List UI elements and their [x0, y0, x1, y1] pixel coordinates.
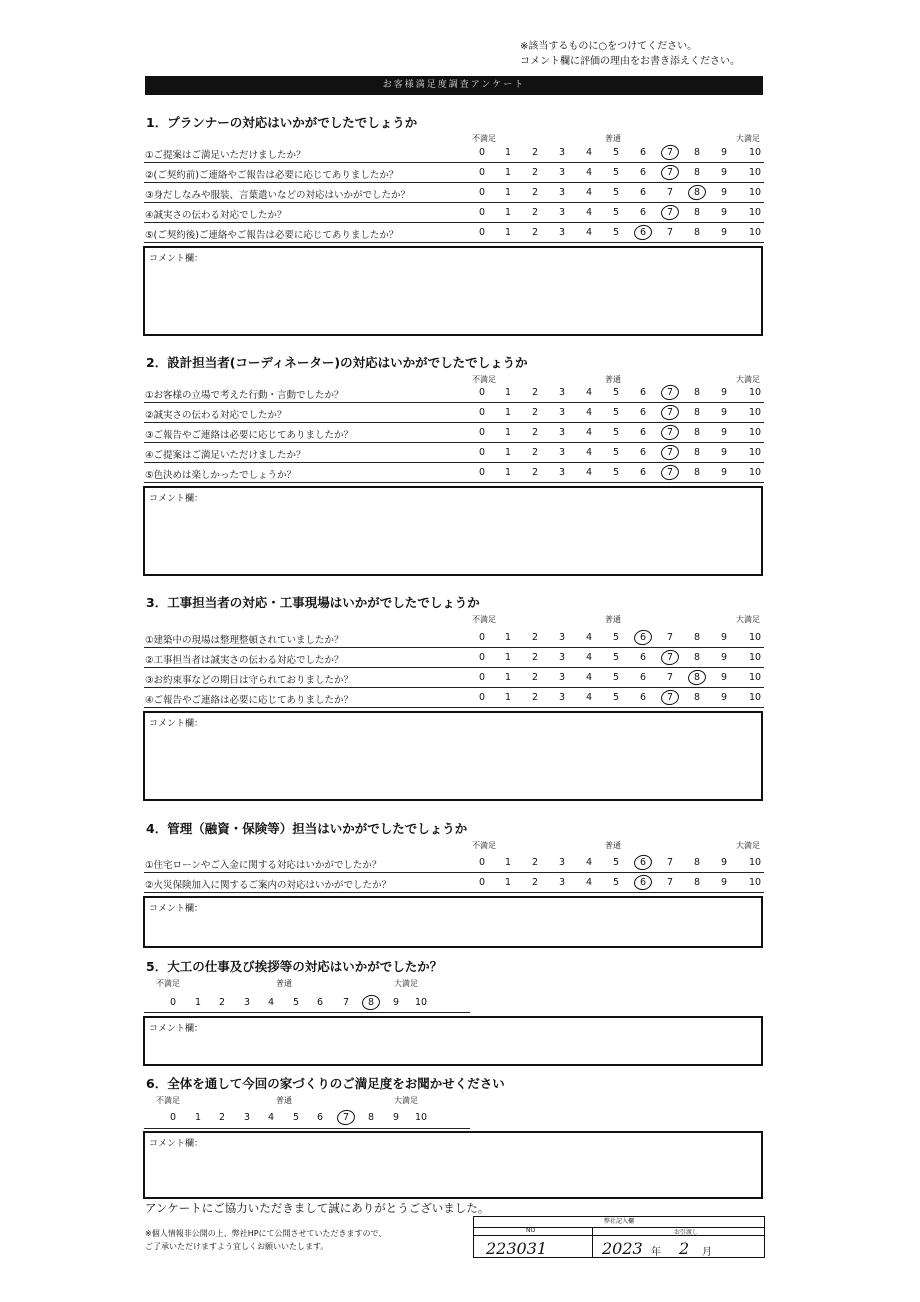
section-2-q1-option-5[interactable]: 5: [612, 387, 620, 398]
section-4-q2-option-7[interactable]: 7: [666, 877, 674, 888]
section-2-q3-option-6[interactable]: 6: [639, 427, 647, 438]
section-2-q2-option-1[interactable]: 1: [504, 407, 512, 418]
section-5-option-1[interactable]: 1: [194, 997, 202, 1008]
section-1-q4-option-4[interactable]: 4: [585, 207, 593, 218]
section-1-q4-option-6[interactable]: 6: [639, 207, 647, 218]
section-2-title: 2．設計担当者(コーディネーター)の対応はいかがでしたでしょうか: [146, 355, 528, 370]
section-2-q1-option-4[interactable]: 4: [585, 387, 593, 398]
section-2-q5-option-0[interactable]: 0: [478, 467, 486, 478]
section-3-q2-option-0[interactable]: 0: [478, 652, 486, 663]
office-month-suffix: 月: [702, 1247, 712, 1258]
section-2-q4-option-6[interactable]: 6: [639, 447, 647, 458]
section-6-scale-low: 不満足: [156, 1096, 180, 1105]
section-1-q2-option-9[interactable]: 9: [720, 167, 728, 178]
section-1-q5-rule: [144, 242, 764, 243]
section-2-q5-option-5[interactable]: 5: [612, 467, 620, 478]
section-3-q1-option-9[interactable]: 9: [720, 632, 728, 643]
section-2-q2-option-3[interactable]: 3: [558, 407, 566, 418]
section-3-q4-option-6[interactable]: 6: [639, 692, 647, 703]
section-2-q3-option-4[interactable]: 4: [585, 427, 593, 438]
instruction-note-2: コメント欄に評価の理由をお書き添えください。: [520, 56, 740, 67]
section-5-comment-box[interactable]: [143, 1016, 763, 1066]
section-3-q3-option-8[interactable]: 8: [693, 672, 701, 683]
office-month-value: 2: [679, 1239, 690, 1258]
section-2-q3-option-9[interactable]: 9: [720, 427, 728, 438]
section-2-q1-option-10[interactable]: 10: [748, 387, 762, 398]
section-1-comment-label: コメント欄：: [149, 254, 204, 264]
section-3-q4-option-4[interactable]: 4: [585, 692, 593, 703]
section-1-q4-option-5[interactable]: 5: [612, 207, 620, 218]
section-2-q1-option-8[interactable]: 8: [693, 387, 701, 398]
section-4-q2-option-2[interactable]: 2: [531, 877, 539, 888]
section-3-q4-option-10[interactable]: 10: [748, 692, 762, 703]
section-5-comment-label: コメント欄：: [149, 1024, 204, 1034]
section-4-q1-option-3[interactable]: 3: [558, 857, 566, 868]
section-1-q3-option-8[interactable]: 8: [693, 187, 701, 198]
section-1-q2-option-4[interactable]: 4: [585, 167, 593, 178]
section-1-q4-option-10[interactable]: 10: [748, 207, 762, 218]
section-3-scale-high: 大満足: [736, 615, 760, 624]
section-6-option-0[interactable]: 0: [169, 1112, 177, 1123]
section-4-title: 4．管理（融資・保険等）担当はいかがでしたでしょうか: [146, 821, 468, 836]
section-1-q1-option-9[interactable]: 9: [720, 147, 728, 158]
section-3-scale-low: 不満足: [472, 615, 496, 624]
section-5-option-0[interactable]: 0: [169, 997, 177, 1008]
section-1-q3-option-10[interactable]: 10: [748, 187, 762, 198]
section-4-q2-option-6[interactable]: 6: [639, 877, 647, 888]
section-2-q5-option-1[interactable]: 1: [504, 467, 512, 478]
section-3-q1-option-3[interactable]: 3: [558, 632, 566, 643]
section-6-rule: [144, 1128, 470, 1129]
section-1-scale-high: 大満足: [736, 134, 760, 143]
privacy-note-2: ご了承いただけますよう宜しくお願いいたします。: [145, 1242, 329, 1251]
section-1-scale-low: 不満足: [472, 134, 496, 143]
section-3-q4-option-0[interactable]: 0: [478, 692, 486, 703]
section-5-option-10[interactable]: 10: [414, 997, 428, 1008]
section-1-q2-option-2[interactable]: 2: [531, 167, 539, 178]
section-3-q4-option-8[interactable]: 8: [693, 692, 701, 703]
section-3-question-4: ④ご報告やご連絡は必要に応じてありましたか？: [145, 695, 354, 706]
section-1-q2-option-0[interactable]: 0: [478, 167, 486, 178]
section-3-q4-option-9[interactable]: 9: [720, 692, 728, 703]
section-1-q1-option-6[interactable]: 6: [639, 147, 647, 158]
section-1-q4-option-9[interactable]: 9: [720, 207, 728, 218]
survey-title-banner: お客様満足度調査アンケート: [145, 76, 763, 95]
section-3-q3-option-1[interactable]: 1: [504, 672, 512, 683]
section-1-q3-option-5[interactable]: 5: [612, 187, 620, 198]
section-1-q3-option-7[interactable]: 7: [666, 187, 674, 198]
section-4-q1-option-2[interactable]: 2: [531, 857, 539, 868]
section-3-comment-box[interactable]: [143, 711, 763, 801]
section-5-option-7[interactable]: 7: [342, 997, 350, 1008]
section-2-q3-option-3[interactable]: 3: [558, 427, 566, 438]
section-3-q2-option-4[interactable]: 4: [585, 652, 593, 663]
section-3-q3-option-7[interactable]: 7: [666, 672, 674, 683]
section-2-question-3: ③ご報告やご連絡は必要に応じてありましたか？: [145, 430, 354, 441]
section-6-option-3[interactable]: 3: [243, 1112, 251, 1123]
section-3-title: 3．工事担当者の対応・工事現場はいかがでしたでしょうか: [146, 595, 480, 610]
office-no-value: 223031: [486, 1239, 548, 1258]
section-4-q1-option-0[interactable]: 0: [478, 857, 486, 868]
section-1-q3-option-2[interactable]: 2: [531, 187, 539, 198]
section-1-q3-option-9[interactable]: 9: [720, 187, 728, 198]
section-2-q4-option-8[interactable]: 8: [693, 447, 701, 458]
section-1-q4-option-1[interactable]: 1: [504, 207, 512, 218]
section-4-q2-option-4[interactable]: 4: [585, 877, 593, 888]
section-4-q1-option-9[interactable]: 9: [720, 857, 728, 868]
section-2-q2-option-2[interactable]: 2: [531, 407, 539, 418]
section-1-q2-option-5[interactable]: 5: [612, 167, 620, 178]
section-2-q5-option-4[interactable]: 4: [585, 467, 593, 478]
section-6-comment-box[interactable]: [143, 1131, 763, 1199]
section-3-question-2: ②工事担当者は誠実さの伝わる対応でしたか？: [145, 655, 344, 666]
section-3-q1-option-0[interactable]: 0: [478, 632, 486, 643]
section-1-q5-option-0[interactable]: 0: [478, 227, 486, 238]
section-5-option-8[interactable]: 8: [367, 997, 375, 1008]
section-3-q2-option-8[interactable]: 8: [693, 652, 701, 663]
section-6-title: 6．全体を通して今回の家づくりのご満足度をお聞かせください: [146, 1076, 505, 1091]
section-1-question-4: ④誠実さの伝わる対応でしたか？: [145, 210, 287, 221]
section-1-question-5: ⑤(ご契約後)ご連絡やご報告は必要に応じてありましたか？: [145, 230, 399, 241]
office-date-label: お引渡し: [674, 1229, 699, 1236]
section-2-q3-option-2[interactable]: 2: [531, 427, 539, 438]
section-2-q2-rule: [144, 422, 764, 423]
section-2-q1-option-1[interactable]: 1: [504, 387, 512, 398]
section-5-option-4[interactable]: 4: [267, 997, 275, 1008]
section-4-q2-option-10[interactable]: 10: [748, 877, 762, 888]
section-1-q2-option-7[interactable]: 7: [666, 167, 674, 178]
section-4-q1-option-6[interactable]: 6: [639, 857, 647, 868]
section-1-q1-option-1[interactable]: 1: [504, 147, 512, 158]
section-1-question-2: ②(ご契約前)ご連絡やご報告は必要に応じてありましたか？: [145, 170, 399, 181]
section-1-q5-option-9[interactable]: 9: [720, 227, 728, 238]
section-4-q1-option-4[interactable]: 4: [585, 857, 593, 868]
section-4-q1-rule: [144, 872, 764, 873]
section-3-q3-option-6[interactable]: 6: [639, 672, 647, 683]
section-4-q2-option-0[interactable]: 0: [478, 877, 486, 888]
section-5-option-3[interactable]: 3: [243, 997, 251, 1008]
section-2-q5-option-8[interactable]: 8: [693, 467, 701, 478]
section-4-q1-option-1[interactable]: 1: [504, 857, 512, 868]
section-2-q4-option-10[interactable]: 10: [748, 447, 762, 458]
section-3-q4-option-2[interactable]: 2: [531, 692, 539, 703]
section-2-q3-option-10[interactable]: 10: [748, 427, 762, 438]
section-1-q3-option-3[interactable]: 3: [558, 187, 566, 198]
section-3-q4-option-5[interactable]: 5: [612, 692, 620, 703]
section-1-q3-option-4[interactable]: 4: [585, 187, 593, 198]
section-2-q4-option-7[interactable]: 7: [666, 447, 674, 458]
section-1-q2-option-8[interactable]: 8: [693, 167, 701, 178]
section-1-q5-option-1[interactable]: 1: [504, 227, 512, 238]
section-3-q2-option-3[interactable]: 3: [558, 652, 566, 663]
section-3-q3-option-9[interactable]: 9: [720, 672, 728, 683]
section-1-q4-option-7[interactable]: 7: [666, 207, 674, 218]
section-3-q1-option-6[interactable]: 6: [639, 632, 647, 643]
section-1-q1-rule: [144, 162, 764, 163]
section-2-q2-option-9[interactable]: 9: [720, 407, 728, 418]
section-3-q4-option-7[interactable]: 7: [666, 692, 674, 703]
section-2-q5-option-10[interactable]: 10: [748, 467, 762, 478]
section-3-question-3: ③お約束事などの期日は守られておりましたか？: [145, 675, 354, 686]
section-2-scale-low: 不満足: [472, 375, 496, 384]
section-1-q2-option-1[interactable]: 1: [504, 167, 512, 178]
section-3-q1-option-7[interactable]: 7: [666, 632, 674, 643]
section-3-q2-option-9[interactable]: 9: [720, 652, 728, 663]
office-use-header: 弊社記入欄: [474, 1217, 764, 1228]
section-4-q2-option-8[interactable]: 8: [693, 877, 701, 888]
section-4-scale-high: 大満足: [736, 841, 760, 850]
section-1-q2-option-3[interactable]: 3: [558, 167, 566, 178]
section-5-title: 5．大工の仕事及び挨拶等の対応はいかがでしたか？: [146, 959, 443, 974]
section-3-q1-rule: [144, 647, 764, 648]
section-2-q5-option-3[interactable]: 3: [558, 467, 566, 478]
section-2-q2-option-7[interactable]: 7: [666, 407, 674, 418]
section-4-q1-option-5[interactable]: 5: [612, 857, 620, 868]
section-1-q4-option-3[interactable]: 3: [558, 207, 566, 218]
section-5-rule: [144, 1012, 470, 1013]
section-1-q5-option-4[interactable]: 4: [585, 227, 593, 238]
section-3-comment-label: コメント欄：: [149, 719, 204, 729]
section-2-question-2: ②誠実さの伝わる対応でしたか？: [145, 410, 287, 421]
section-4-q2-option-1[interactable]: 1: [504, 877, 512, 888]
section-3-q2-rule: [144, 667, 764, 668]
office-label-row: [474, 1227, 764, 1236]
section-2-q2-option-4[interactable]: 4: [585, 407, 593, 418]
section-2-q3-option-8[interactable]: 8: [693, 427, 701, 438]
office-year-value: 2023: [602, 1239, 643, 1258]
section-2-q1-option-2[interactable]: 2: [531, 387, 539, 398]
section-1-title: 1．プランナーの対応はいかがでしたでしょうか: [146, 115, 418, 130]
section-4-q1-option-8[interactable]: 8: [693, 857, 701, 868]
section-1-q4-option-0[interactable]: 0: [478, 207, 486, 218]
section-4-comment-label: コメント欄：: [149, 904, 204, 914]
section-3-q4-option-1[interactable]: 1: [504, 692, 512, 703]
section-1-q5-option-8[interactable]: 8: [693, 227, 701, 238]
section-6-option-7[interactable]: 7: [342, 1112, 350, 1123]
section-1-q3-option-0[interactable]: 0: [478, 187, 486, 198]
section-2-q5-option-7[interactable]: 7: [666, 467, 674, 478]
section-2-q4-option-3[interactable]: 3: [558, 447, 566, 458]
section-1-q5-option-5[interactable]: 5: [612, 227, 620, 238]
section-1-q1-option-5[interactable]: 5: [612, 147, 620, 158]
section-3-q1-option-8[interactable]: 8: [693, 632, 701, 643]
section-4-comment-box[interactable]: [143, 896, 763, 948]
section-2-comment-box[interactable]: [143, 486, 763, 576]
section-1-q1-option-0[interactable]: 0: [478, 147, 486, 158]
section-1-scale-mid: 普通: [605, 134, 621, 143]
section-5-option-5[interactable]: 5: [292, 997, 300, 1008]
section-3-q2-option-1[interactable]: 1: [504, 652, 512, 663]
section-2-q2-option-0[interactable]: 0: [478, 407, 486, 418]
privacy-note-1: ※個人情報非公開の上、弊社HPにて公開させていただきますので、: [145, 1229, 387, 1238]
section-2-q3-option-0[interactable]: 0: [478, 427, 486, 438]
section-3-q2-option-2[interactable]: 2: [531, 652, 539, 663]
section-3-q3-option-2[interactable]: 2: [531, 672, 539, 683]
section-1-q1-option-3[interactable]: 3: [558, 147, 566, 158]
section-4-q2-option-3[interactable]: 3: [558, 877, 566, 888]
section-2-q1-option-6[interactable]: 6: [639, 387, 647, 398]
section-2-q3-option-5[interactable]: 5: [612, 427, 620, 438]
section-3-q4-rule: [144, 707, 764, 708]
section-6-option-8[interactable]: 8: [367, 1112, 375, 1123]
section-6-option-2[interactable]: 2: [218, 1112, 226, 1123]
section-3-q3-rule: [144, 687, 764, 688]
section-2-q1-option-3[interactable]: 3: [558, 387, 566, 398]
section-2-q4-option-9[interactable]: 9: [720, 447, 728, 458]
section-2-q5-option-9[interactable]: 9: [720, 467, 728, 478]
section-2-q1-option-0[interactable]: 0: [478, 387, 486, 398]
section-1-q4-option-2[interactable]: 2: [531, 207, 539, 218]
section-3-question-1: ①建築中の現場は整理整頓されていましたか？: [145, 635, 344, 646]
office-year-suffix: 年: [651, 1247, 661, 1258]
office-no-label: NO: [526, 1227, 536, 1234]
section-2-q3-option-7[interactable]: 7: [666, 427, 674, 438]
section-6-option-6[interactable]: 6: [316, 1112, 324, 1123]
section-2-scale-mid: 普通: [605, 375, 621, 384]
section-6-scale-mid: 普通: [276, 1096, 292, 1105]
section-5-scale-low: 不満足: [156, 979, 180, 988]
section-1-q5-option-2[interactable]: 2: [531, 227, 539, 238]
section-3-q1-option-5[interactable]: 5: [612, 632, 620, 643]
section-3-q1-option-10[interactable]: 10: [748, 632, 762, 643]
section-1-question-3: ③身だしなみや服装、言葉遣いなどの対応はいかがでしたか？: [145, 190, 411, 201]
instruction-note-1: ※該当するものに○をつけてください。: [520, 41, 698, 52]
section-2-q1-option-9[interactable]: 9: [720, 387, 728, 398]
section-1-q2-option-10[interactable]: 10: [748, 167, 762, 178]
section-3-q1-option-2[interactable]: 2: [531, 632, 539, 643]
section-2-q2-option-10[interactable]: 10: [748, 407, 762, 418]
section-6-scale-high: 大満足: [394, 1096, 418, 1105]
section-2-q1-option-7[interactable]: 7: [666, 387, 674, 398]
section-1-q3-option-1[interactable]: 1: [504, 187, 512, 198]
section-1-q5-option-3[interactable]: 3: [558, 227, 566, 238]
section-4-q2-rule: [144, 892, 764, 893]
section-3-q2-option-5[interactable]: 5: [612, 652, 620, 663]
section-6-option-5[interactable]: 5: [292, 1112, 300, 1123]
section-6-option-10[interactable]: 10: [414, 1112, 428, 1123]
section-5-scale-mid: 普通: [276, 979, 292, 988]
section-4-q1-option-10[interactable]: 10: [748, 857, 762, 868]
office-divider: [592, 1227, 593, 1258]
section-6-comment-label: コメント欄：: [149, 1139, 204, 1149]
section-1-q2-option-6[interactable]: 6: [639, 167, 647, 178]
section-3-q2-option-10[interactable]: 10: [748, 652, 762, 663]
section-6-option-1[interactable]: 1: [194, 1112, 202, 1123]
section-4-scale-mid: 普通: [605, 841, 621, 850]
section-2-comment-label: コメント欄：: [149, 494, 204, 504]
section-2-q5-rule: [144, 482, 764, 483]
section-1-q5-option-10[interactable]: 10: [748, 227, 762, 238]
office-use-box: [473, 1216, 765, 1258]
section-1-q1-option-10[interactable]: 10: [748, 147, 762, 158]
section-5-option-6[interactable]: 6: [316, 997, 324, 1008]
section-6-option-9[interactable]: 9: [392, 1112, 400, 1123]
section-1-q4-rule: [144, 222, 764, 223]
section-2-question-1: ①お客様の立場で考えた行動・言動でしたか？: [145, 390, 344, 401]
section-2-q4-rule: [144, 462, 764, 463]
section-4-question-1: ①住宅ローンやご入金に関する対応はいかがでしたか？: [145, 860, 382, 871]
section-4-q2-option-9[interactable]: 9: [720, 877, 728, 888]
section-2-q4-option-1[interactable]: 1: [504, 447, 512, 458]
section-2-q5-option-6[interactable]: 6: [639, 467, 647, 478]
section-1-question-1: ①ご提案はご満足いただけましたか？: [145, 150, 306, 161]
thanks-message: アンケートにご協力いただきまして誠にありがとうございました。: [145, 1201, 490, 1215]
section-6-option-4[interactable]: 4: [267, 1112, 275, 1123]
section-2-q4-option-0[interactable]: 0: [478, 447, 486, 458]
section-1-q5-option-7[interactable]: 7: [666, 227, 674, 238]
section-3-q2-option-7[interactable]: 7: [666, 652, 674, 663]
section-1-q1-option-8[interactable]: 8: [693, 147, 701, 158]
section-2-scale-high: 大満足: [736, 375, 760, 384]
section-3-q1-option-1[interactable]: 1: [504, 632, 512, 643]
section-5-option-9[interactable]: 9: [392, 997, 400, 1008]
section-2-q4-option-2[interactable]: 2: [531, 447, 539, 458]
section-3-q3-option-10[interactable]: 10: [748, 672, 762, 683]
section-1-q5-option-6[interactable]: 6: [639, 227, 647, 238]
section-3-q2-option-6[interactable]: 6: [639, 652, 647, 663]
section-3-q4-option-3[interactable]: 3: [558, 692, 566, 703]
section-3-q3-option-5[interactable]: 5: [612, 672, 620, 683]
section-1-q4-option-8[interactable]: 8: [693, 207, 701, 218]
section-4-scale-low: 不満足: [472, 841, 496, 850]
section-1-q2-rule: [144, 182, 764, 183]
section-2-q5-option-2[interactable]: 2: [531, 467, 539, 478]
section-1-q3-rule: [144, 202, 764, 203]
section-2-question-4: ④ご提案はご満足いただけましたか？: [145, 450, 306, 461]
section-3-q3-option-3[interactable]: 3: [558, 672, 566, 683]
section-4-question-2: ②火災保険加入に関するご案内の対応はいかがでしたか？: [145, 880, 392, 891]
section-2-q3-rule: [144, 442, 764, 443]
section-4-q2-option-5[interactable]: 5: [612, 877, 620, 888]
section-2-q2-option-8[interactable]: 8: [693, 407, 701, 418]
section-3-scale-mid: 普通: [605, 615, 621, 624]
section-1-q1-option-7[interactable]: 7: [666, 147, 674, 158]
section-2-q3-option-1[interactable]: 1: [504, 427, 512, 438]
section-2-q2-option-5[interactable]: 5: [612, 407, 620, 418]
section-2-q1-rule: [144, 402, 764, 403]
section-1-q3-option-6[interactable]: 6: [639, 187, 647, 198]
section-1-q1-option-2[interactable]: 2: [531, 147, 539, 158]
section-4-q1-option-7[interactable]: 7: [666, 857, 674, 868]
section-3-q3-option-4[interactable]: 4: [585, 672, 593, 683]
section-2-q4-option-5[interactable]: 5: [612, 447, 620, 458]
section-2-q4-option-4[interactable]: 4: [585, 447, 593, 458]
section-2-question-5: ⑤色決めは楽しかったでしょうか？: [145, 470, 297, 481]
section-5-option-2[interactable]: 2: [218, 997, 226, 1008]
section-2-q2-option-6[interactable]: 6: [639, 407, 647, 418]
section-3-q1-option-4[interactable]: 4: [585, 632, 593, 643]
section-1-q1-option-4[interactable]: 4: [585, 147, 593, 158]
section-5-scale-high: 大満足: [394, 979, 418, 988]
section-3-q3-option-0[interactable]: 0: [478, 672, 486, 683]
section-1-comment-box[interactable]: [143, 246, 763, 336]
